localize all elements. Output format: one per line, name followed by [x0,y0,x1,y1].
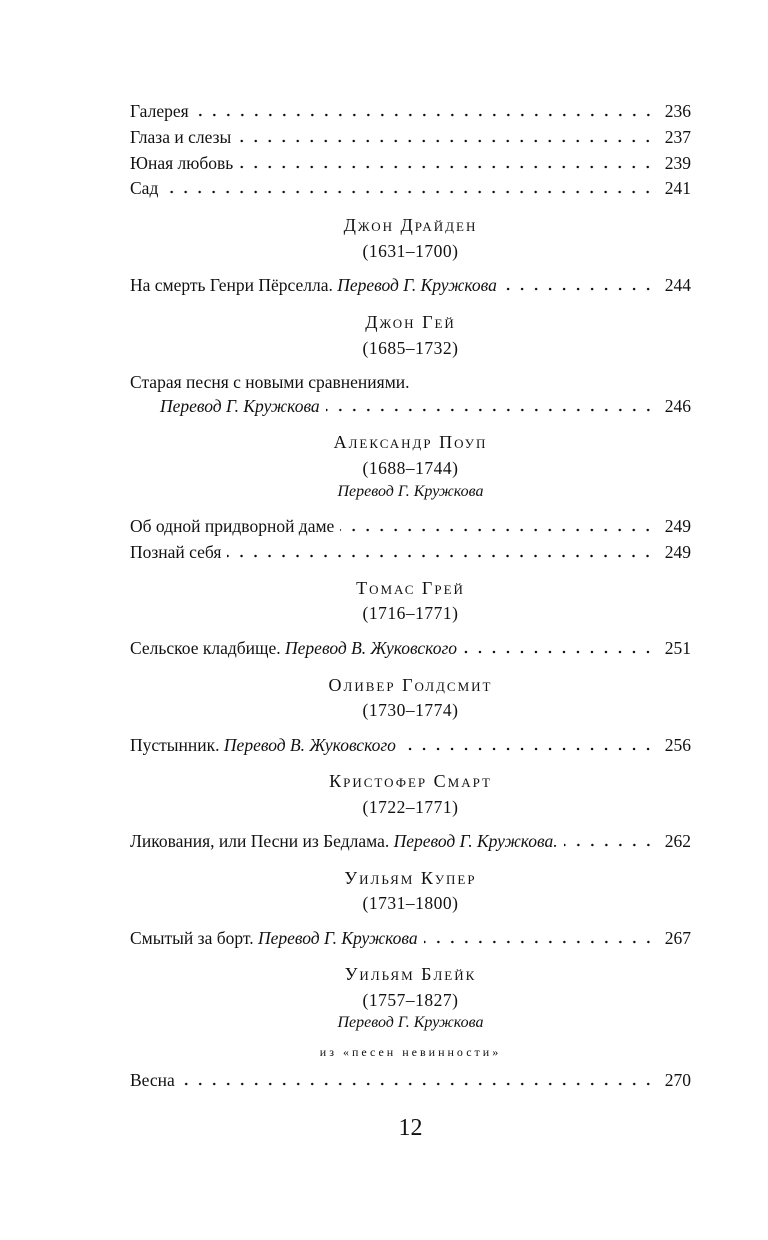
entry-page: 251 [664,638,691,658]
author-name: Кристофер Смарт [329,771,492,791]
author-years: (1631–1700) [362,241,459,261]
toc-entry[interactable] [130,396,691,416]
author-translator: Перевод Г. Кружкова [337,1014,484,1031]
dot-leader [239,165,655,169]
author-name: Уильям Блейк [344,964,477,984]
section-heading: из «песен невинности» [319,1045,502,1059]
entry-title: Смытый за борт. [130,928,254,948]
author-years: (1730–1774) [362,700,459,720]
dot-leader [164,190,655,194]
author-name: Александр Поуп [333,432,488,452]
dot-leader [503,287,655,291]
author-years: (1716–1771) [362,603,459,623]
dot-leader [564,843,655,847]
page-number: 12 [398,1115,423,1141]
toc-entry[interactable] [130,178,691,198]
toc-entry[interactable] [130,928,691,948]
entry-title: Весна [130,1070,175,1090]
dot-leader [181,1082,655,1086]
dot-leader [195,113,655,117]
entry-title: На смерть Генри Пёрселла. [130,275,333,295]
author-name: Джон Драйден [343,215,478,235]
author-years: (1731–1800) [362,893,459,913]
entry-translator: Перевод Г. Кружкова [160,396,320,416]
entry-translator: Перевод В. Жуковского [223,735,396,755]
author-translator: Перевод Г. Кружкова [337,483,484,500]
table-of-contents [130,0,691,1240]
entry-translator: Перевод В. Жуковского [285,638,458,658]
author-name: Оливер Голдсмит [328,675,493,695]
author-name: Уильям Купер [344,868,477,888]
entry-title: Пустынник. [130,735,220,755]
entry-page: 256 [664,735,691,755]
entry-page: 246 [664,396,691,416]
toc-entry[interactable] [130,153,691,173]
author-years: (1757–1827) [362,990,459,1010]
toc-entry[interactable] [130,1070,691,1090]
entry-title: Сельское кладбище. [130,638,281,658]
dot-leader [340,528,655,532]
author-name: Джон Гей [365,312,456,332]
author-years: (1685–1732) [362,338,459,358]
entry-page: 241 [664,178,691,198]
entry-title: Юная любовь [130,153,234,173]
toc-entry[interactable] [130,831,691,851]
entry-translator: Перевод Г. Кружкова [257,928,418,948]
entry-title: Об одной придворной даме [130,516,335,536]
author-years: (1722–1771) [362,797,459,817]
entry-page: 249 [664,542,691,562]
toc-entry[interactable] [130,516,691,536]
entry-title: Глаза и слезы [130,127,232,147]
entry-page: 236 [664,101,691,121]
toc-entry[interactable] [130,101,691,121]
entry-page: 267 [664,928,691,948]
entry-page: 239 [664,153,691,173]
entry-title: Галерея [130,101,189,121]
toc-entry[interactable] [130,275,691,295]
dot-leader [237,139,655,143]
entry-page: 270 [664,1070,691,1090]
entry-title[interactable]: Старая песня с новыми сравнениями. [130,372,410,392]
dot-leader [424,940,655,944]
toc-entry[interactable] [130,127,691,147]
entry-page: 244 [664,275,691,295]
entry-title: Сад [130,178,159,198]
entry-title: Познай себя [130,542,222,562]
author-years: (1688–1744) [362,458,459,478]
dot-leader [463,650,655,654]
dot-leader [402,747,655,751]
entry-translator: Перевод Г. Кружкова. [393,831,558,851]
author-name: Томас Грей [356,578,465,598]
entry-title: Ликования, или Песни из Бедлама. [130,831,390,851]
toc-entry[interactable] [130,638,691,658]
dot-leader [326,408,655,412]
entry-page: 262 [664,831,691,851]
entry-page: 237 [664,127,691,147]
toc-entry[interactable] [130,542,691,562]
dot-leader [227,554,655,558]
toc-entry[interactable] [130,735,691,755]
entry-page: 249 [664,516,691,536]
entry-translator: Перевод Г. Кружкова [337,275,497,295]
